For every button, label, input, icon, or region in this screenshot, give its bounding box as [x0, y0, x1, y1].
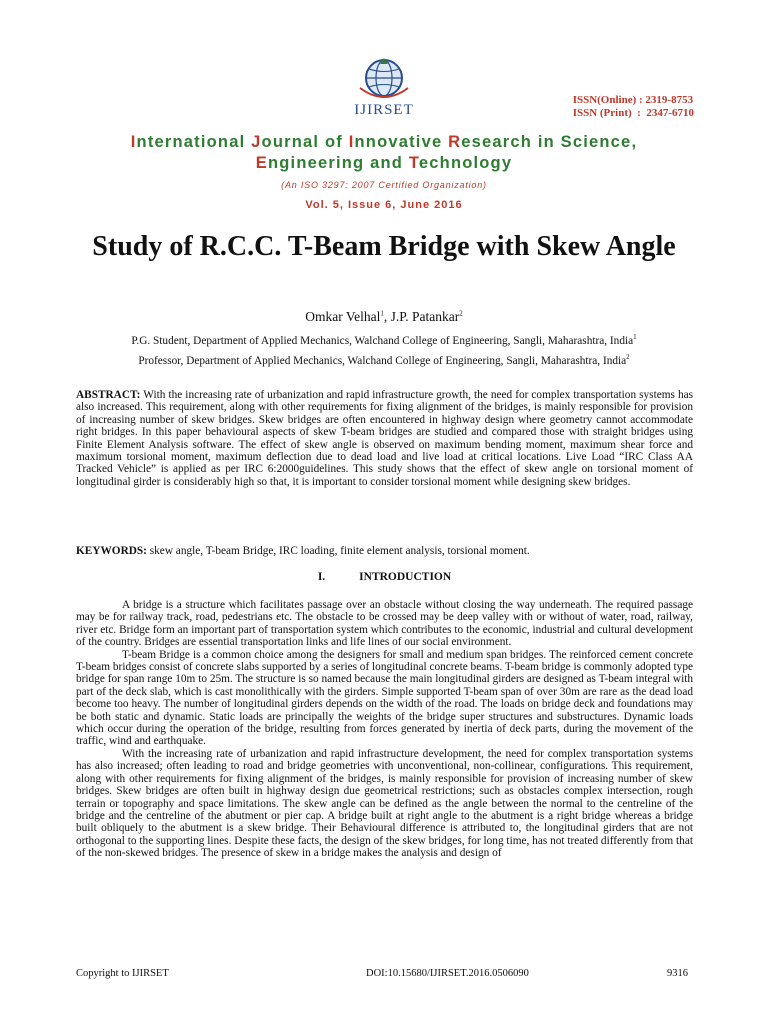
affiliation-sup: 2: [626, 353, 630, 361]
paper-title: Study of R.C.C. T-Beam Bridge with Skew Angle: [92, 231, 676, 262]
keywords-label: KEYWORDS:: [76, 545, 147, 557]
affiliation: [40, 353, 728, 367]
authors: [60, 309, 708, 325]
section-title: INTRODUCTION: [359, 571, 452, 583]
abstract-text: With the increasing rate of urbanization and rapid infrastructure growth, the need for complex transportation systems has also increased. This requirement, along with other requirements for fixing alignment of the bridges, is mainly responsible for provision of increasing number of skew bridges. Skew bridges are often encountered in highway design where geometry cannot accommodate right bridges. In this paper behavioural aspects of skew T-beam bridges are studied and compared those with straight bridges using Finite Element Analysis software. The effect of skew angle is observed on maximum bending moment, maximum shear force and maximum torsional moment, maximum deflection due to dead load and live load at critical locations. Live Load “IRC Class AA Tracked Vehicle” is applied as per IRC 6:2000guidelines. This study shows that the effect of skew angle on torsional moment of longitudinal girder is considerably high so that, it is important to consider torsional moment while designing skew bridges.: [76, 389, 694, 488]
page-number: 9316: [667, 968, 688, 979]
title-initial: E: [255, 154, 268, 172]
author-separator: ,: [383, 309, 391, 324]
issn-online: ISSN(Online) : 2319-8753: [572, 94, 694, 106]
affiliation-text: P.G. Student, Department of Applied Mechanics, Walchand College of Engineering, Sangli, Maharashtra, India: [131, 334, 634, 347]
paragraph: With the increasing rate of urbanization and rapid infrastructure development, the need for complex transportation systems has also increased; often leading to road and bridge geometries with unconventional, non-collinear, configurations. This requirement, along with other requirements for fixing alignment of the bridges, is mainly responsible for provision of increasing number of skew bridges. Skew bridges are often built in highway design due geometrical restrictions; such as obstacles complex intersection, rough terrain or topography and space limitations. The skew angle can be defined as the angle between the normal to the centreline of the bridge and the centreline of the abutment or pier cap. A bridge built at right angle to the abutment is a right bridge whereas a bridge built obliquely to the abutment is a skew bridge. Their Behavioural difference is attributed to, the longitudinal girders that are not orthogonal to the supporting lines. Despite these facts, the design of the skew bridges, for long time, has not treated differently from that of the non-skewed bridges. The presence of skew in a bridge makes the analysis and design of: [76, 747, 693, 860]
title-word: echnology: [418, 154, 513, 172]
title-word: ournal of: [261, 133, 349, 151]
issn-print: ISSN (Print) : 2347-6710: [572, 107, 694, 119]
title-initial: T: [408, 154, 419, 172]
paragraph: A bridge is a structure which facilitates passage over an obstacle without closing the way underneath. The required passage may be for railway track, road, pedestrians etc. The obstacle to be crossed may be deep valley with or without of water, road, railway, river etc. Bridge form an important part of transportation system which contributes to the economic, industrial and cultural development of the country. Bridges are essential transportation links and life lines of our social environment.: [76, 599, 693, 649]
author-sup: 1: [380, 309, 384, 318]
paragraph: T-beam Bridge is a common choice among the designers for small and medium span bridges. The reinforced cement concrete T-beam bridges consist of concrete slabs supported by a series of longitudinal concrete beams. T-beam bridge is commonly adopted type bridge for span range 10m to 25m. The structure is so named because the main longitudinal girders are designed as T-beam integral with part of the deck slab, which is cast monolithically with the girders. Simple supported T-beam span of over 30m are rare as the dead load become too heavy. The number of longitudinal girders depends on the width of the road. The loads on bridge deck and foundations may be both static and dynamic. Static loads are principally the weights of the bridge super structures and substructures. Dynamic loads which occur during the operation of the bridge, resulting from forces generated by inertia of deck parts, during the movement of the traffic, wind and earthquake.: [76, 648, 693, 748]
author-name: Omkar Velhal: [305, 309, 381, 324]
keywords: [76, 545, 693, 557]
journal-title: [80, 132, 688, 174]
iso-certification: (An ISO 3297: 2007 Certified Organization): [281, 180, 487, 190]
journal-logo: [336, 56, 432, 120]
title-initial: J: [251, 133, 262, 151]
abstract-label: ABSTRACT:: [76, 389, 141, 401]
abstract: [76, 389, 693, 488]
title-word: ngineering and: [268, 154, 409, 172]
affiliation-sup: 1: [633, 333, 637, 341]
journal-title-line2: [80, 153, 688, 174]
title-word: nternational: [136, 133, 252, 151]
title-word: esearch in Science,: [461, 133, 638, 151]
keywords-text: skew angle, T-beam Bridge, IRC loading, finite element analysis, torsional moment.: [149, 545, 530, 557]
affiliation-text: Professor, Department of Applied Mechanics, Walchand College of Engineering, Sangli, Maharashtra, India: [138, 354, 627, 367]
volume-issue: Vol. 5, Issue 6, June 2016: [305, 199, 463, 211]
title-initial: I: [130, 133, 137, 151]
logo-text: IJIRSET: [354, 102, 414, 118]
journal-title-line1: [80, 132, 688, 153]
footer-copyright: Copyright to IJIRSET: [76, 968, 169, 979]
introduction-body: [76, 599, 693, 860]
title-word: nnovative: [354, 133, 449, 151]
author-name: J.P. Patankar: [390, 309, 460, 324]
author-sup: 2: [459, 309, 463, 318]
section-heading: [76, 571, 693, 583]
issn-block: [573, 94, 694, 120]
globe-icon: [336, 56, 432, 106]
title-initial: I: [348, 133, 355, 151]
affiliation: [40, 333, 728, 347]
title-initial: R: [448, 133, 462, 151]
section-number: I.: [317, 571, 326, 583]
footer-doi: DOI:10.15680/IJIRSET.2016.0506090: [366, 968, 529, 979]
